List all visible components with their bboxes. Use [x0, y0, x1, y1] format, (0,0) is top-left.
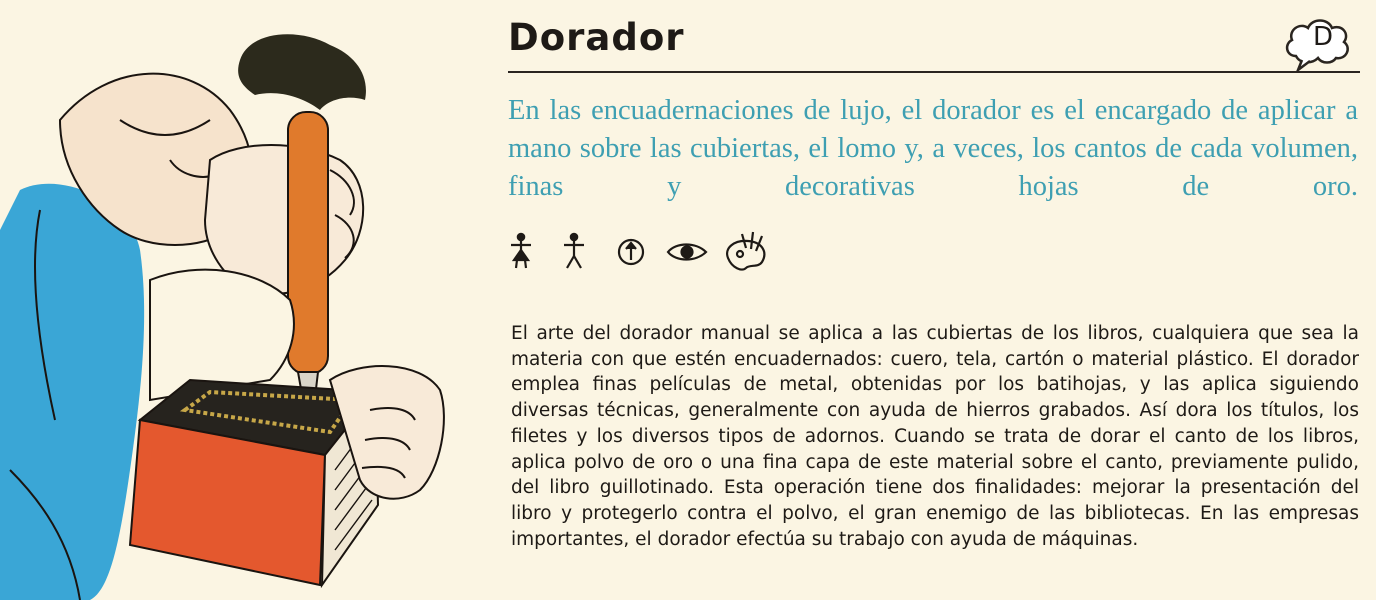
- palette-icon: [727, 232, 764, 270]
- badge-letter: D: [1312, 22, 1334, 52]
- gilder-illustration: [0, 0, 470, 600]
- eye-icon: [668, 245, 706, 260]
- lead-paragraph: En las encuadernaciones de lujo, el dorador es el encargado de aplicar a mano sobre las cubiertas, el lomo y, a veces, los cantos de cada volumen, finas y decorativas hojas de oro.: [508, 95, 1358, 202]
- blue-sleeve: [0, 184, 144, 600]
- arrow-up-circle-icon: [619, 240, 643, 264]
- man-icon: [564, 234, 584, 268]
- page-title: Dorador: [508, 16, 685, 59]
- woman-icon: [511, 234, 531, 268]
- pictogram-row: [506, 228, 776, 272]
- title-divider: [508, 71, 1360, 73]
- body-paragraph: El arte del dorador manual se aplica a las cubiertas de los libros, cualquiera que sea la materia con que estén encuadernados: cuero, tela, cartón o material plástico. El dorador emplea finas películas de metal, obtenidas por los batihojas, y las aplica siguiendo diversas técnicas, generalmente con ayuda de hierros grabados. Así dora los títulos, los filetes y los diversos tipos de adornos. Cuando se trata de dorar el canto de los libros, aplica polvo de oro o una fina capa de este material sobre el canto, previamente pulido, del libro guillotinado. Esta operación tiene dos finalidades: mejorar la presentación del libro y protegerlo contra el polvo, el gran enemigo de las bibliotecas. En las empresas importantes, el dorador efectúa su trabajo con ayuda de máquinas.: [511, 323, 1359, 550]
- hair: [238, 34, 366, 110]
